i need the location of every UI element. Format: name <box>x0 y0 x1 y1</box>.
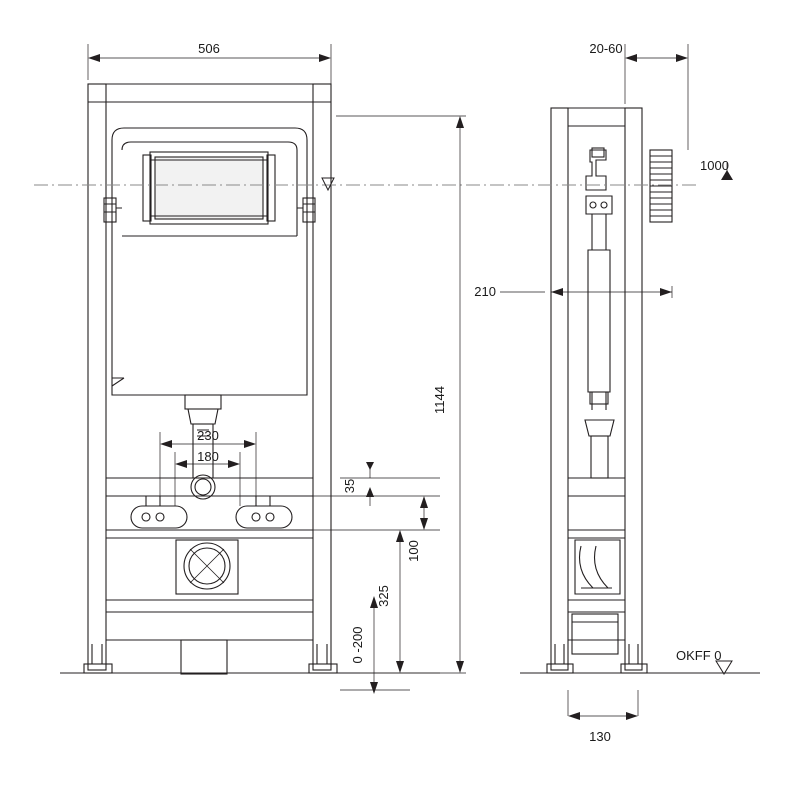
dim-fixing-centres-outer: 230 <box>197 428 219 443</box>
dim-offset-100: 100 <box>406 540 421 562</box>
label-finished-floor-level: OKFF 0 <box>676 648 722 663</box>
dim-flush-plate-height: 1000 <box>700 158 729 173</box>
dimension-labels <box>197 41 729 744</box>
dim-frame-width: 506 <box>198 41 220 56</box>
dim-wall-gap: 20-60 <box>589 41 623 56</box>
dim-fixing-centres-inner: 180 <box>197 449 219 464</box>
dim-foot-adjustment: 0 -200 <box>350 626 365 664</box>
front-view-geometry <box>60 84 360 674</box>
dim-foot-depth-130: 130 <box>589 729 611 744</box>
dim-depth-210: 210 <box>474 284 496 299</box>
side-view-geometry <box>520 108 760 673</box>
dim-offset-35: 35 <box>342 478 357 494</box>
dim-offset-325: 325 <box>376 585 391 607</box>
dim-overall-height: 1144 <box>432 386 447 414</box>
dimension-lines <box>88 44 733 720</box>
